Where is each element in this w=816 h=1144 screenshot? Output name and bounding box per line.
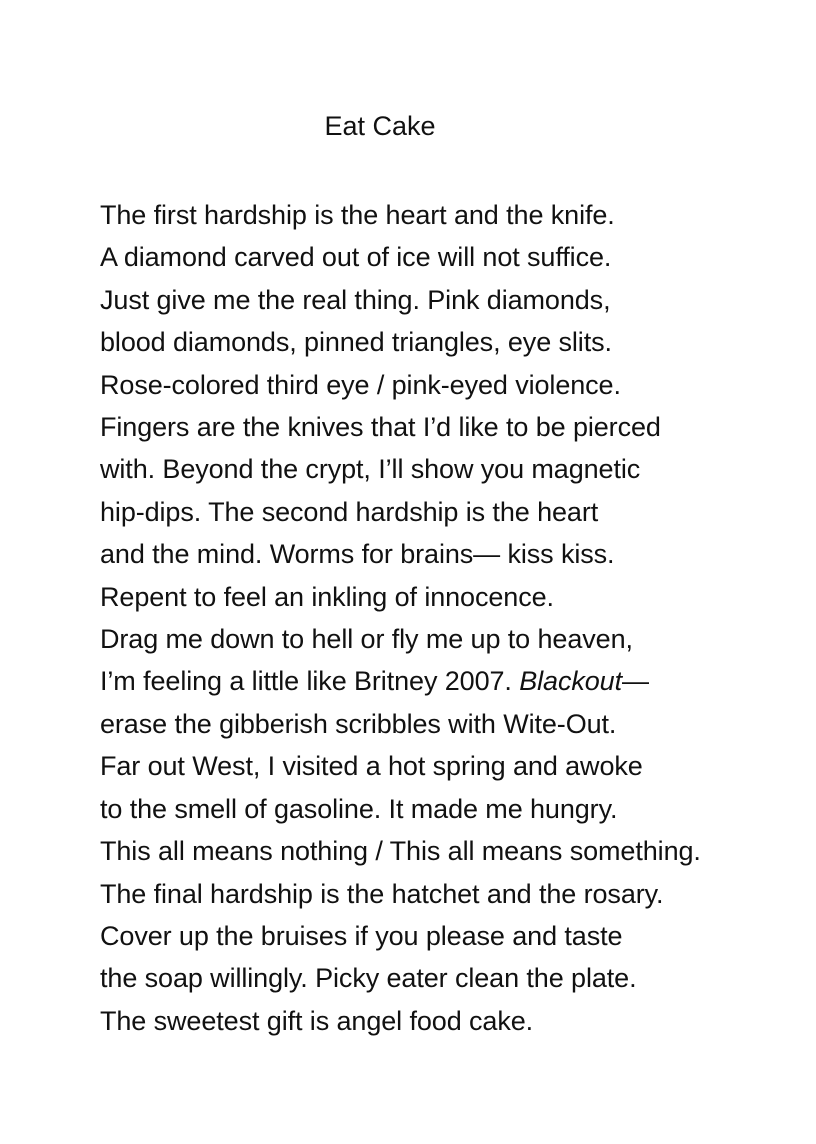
poem-line: and the mind. Worms for brains— kiss kiss. xyxy=(100,539,615,570)
poem-line: Fingers are the knives that I’d like to be pierced xyxy=(100,412,661,443)
poem-line: The sweetest gift is angel food cake. xyxy=(100,1005,534,1036)
poem-line: Just give me the real thing. Pink diamonds, xyxy=(100,284,611,315)
poem-body xyxy=(100,194,800,1042)
poem-line: The final hardship is the hatchet and the rosary. xyxy=(100,878,664,909)
poem-line: A diamond carved out of ice will not suffice. xyxy=(100,242,612,273)
poem-line: Drag me down to hell or fly me up to heaven, xyxy=(100,624,633,655)
poem-line: Repent to feel an inkling of innocence. xyxy=(100,581,554,612)
poem-line: This all means nothing / This all means something. xyxy=(100,836,701,867)
line-text-after-italic: — xyxy=(621,666,649,697)
poem-title: Eat Cake xyxy=(324,111,436,141)
poem-line: hip-dips. The second hardship is the heart xyxy=(100,496,599,527)
poem-line: Rose-colored third eye / pink-eyed violence. xyxy=(100,369,621,400)
poem-line: blood diamonds, pinned triangles, eye slits. xyxy=(100,327,612,358)
poem-line: The first hardship is the heart and the knife. xyxy=(100,200,615,230)
poem-line: with. Beyond the crypt, I’ll show you magnetic xyxy=(100,454,641,485)
line-text-before-italic: I’m feeling a little like Britney 2007. xyxy=(100,666,520,697)
poem-line: the soap willingly. Picky eater clean the plate. xyxy=(100,963,637,994)
poem-line: to the smell of gasoline. It made me hungry. xyxy=(100,793,618,824)
poem-line: Far out West, I visited a hot spring and awoke xyxy=(100,751,643,782)
poem-line: erase the gibberish scribbles with Wite-Out. xyxy=(100,708,617,739)
italic-title-blackout: Blackout xyxy=(519,666,622,697)
poem-line-with-italic xyxy=(100,660,800,702)
poem-line: Cover up the bruises if you please and taste xyxy=(100,920,623,951)
